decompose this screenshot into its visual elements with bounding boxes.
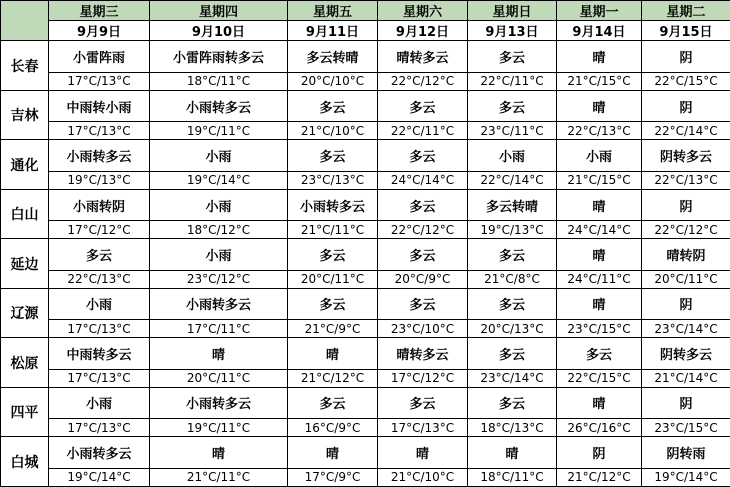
city-weather-row: [1, 41, 730, 72]
weather-condition: 晴: [557, 189, 642, 220]
weather-condition: 阴: [642, 41, 730, 72]
city-weather-row: [1, 288, 730, 319]
temperature-range: 21°C/11°C: [288, 221, 378, 239]
weather-condition: 阴: [642, 189, 730, 220]
city-name: 长春: [1, 41, 49, 90]
temperature-range: 17°C/11°C: [150, 320, 288, 338]
date-header: 9月9日: [49, 21, 150, 41]
weather-condition: 多云: [378, 90, 468, 121]
weather-condition: 多云: [288, 239, 378, 270]
weather-condition: 多云: [468, 338, 557, 369]
weather-condition: 多云: [468, 288, 557, 319]
temperature-range: 17°C/13°C: [49, 72, 150, 90]
weather-condition: 小雨转多云: [150, 90, 288, 121]
weather-condition: 多云: [288, 387, 378, 418]
temperature-range: 22°C/11°C: [468, 72, 557, 90]
date-header: 9月14日: [557, 21, 642, 41]
temperature-range: 22°C/15°C: [557, 369, 642, 387]
weather-condition: 晴: [378, 437, 468, 468]
city-name: 通化: [1, 140, 49, 189]
weather-condition: 阴: [642, 288, 730, 319]
weather-condition: 晴: [557, 90, 642, 121]
temperature-range: 19°C/11°C: [150, 419, 288, 437]
temperature-range: 21°C/12°C: [288, 369, 378, 387]
temperature-range: 22°C/12°C: [378, 72, 468, 90]
temperature-range: 17°C/13°C: [49, 320, 150, 338]
temperature-range: 21°C/8°C: [468, 270, 557, 288]
weather-condition: 小雨: [150, 239, 288, 270]
city-weather-row: [1, 387, 730, 418]
temperature-range: 23°C/13°C: [288, 171, 378, 189]
city-temp-row: [1, 221, 730, 239]
weather-condition: 多云: [378, 189, 468, 220]
city-temp-row: [1, 320, 730, 338]
temperature-range: 23°C/15°C: [642, 419, 730, 437]
temperature-range: 23°C/15°C: [557, 320, 642, 338]
city-name: 松原: [1, 338, 49, 387]
weekday-header: 星期六: [378, 1, 468, 21]
city-temp-row: [1, 72, 730, 90]
temperature-range: 19°C/14°C: [49, 468, 150, 486]
temperature-range: 22°C/11°C: [378, 122, 468, 140]
temperature-range: 18°C/12°C: [150, 221, 288, 239]
weather-condition: 多云: [378, 288, 468, 319]
temperature-range: 22°C/13°C: [642, 171, 730, 189]
temperature-range: 19°C/13°C: [468, 221, 557, 239]
temperature-range: 20°C/9°C: [378, 270, 468, 288]
city-temp-row: [1, 468, 730, 486]
date-header: 9月15日: [642, 21, 730, 41]
city-temp-row: [1, 122, 730, 140]
temperature-range: 20°C/11°C: [288, 270, 378, 288]
city-weather-row: [1, 437, 730, 468]
weather-condition: 多云: [288, 90, 378, 121]
temperature-range: 21°C/11°C: [150, 468, 288, 486]
temperature-range: 22°C/15°C: [642, 72, 730, 90]
temperature-range: 19°C/14°C: [150, 171, 288, 189]
weather-condition: 晴: [288, 338, 378, 369]
weekday-header: 星期一: [557, 1, 642, 21]
date-header: 9月12日: [378, 21, 468, 41]
weather-condition: 阴转多云: [642, 140, 730, 171]
weather-condition: 小雷阵雨: [49, 41, 150, 72]
temperature-range: 21°C/10°C: [288, 122, 378, 140]
weather-condition: 小雨转阴: [49, 189, 150, 220]
weather-condition: 多云: [288, 288, 378, 319]
weather-condition: 小雨转多云: [49, 140, 150, 171]
temperature-range: 21°C/10°C: [378, 468, 468, 486]
weather-condition: 小雨转多云: [150, 288, 288, 319]
weather-condition: 多云: [468, 41, 557, 72]
weather-condition: 阴: [557, 437, 642, 468]
temperature-range: 23°C/10°C: [378, 320, 468, 338]
temperature-range: 24°C/14°C: [557, 221, 642, 239]
weather-condition: 小雨: [49, 387, 150, 418]
temperature-range: 22°C/13°C: [557, 122, 642, 140]
weather-condition: 小雨: [150, 189, 288, 220]
city-name: 延边: [1, 239, 49, 288]
temperature-range: 21°C/14°C: [642, 369, 730, 387]
temperature-range: 17°C/13°C: [378, 419, 468, 437]
weather-condition: 多云转晴: [288, 41, 378, 72]
weather-condition: 晴: [468, 437, 557, 468]
weekday-header: 星期四: [150, 1, 288, 21]
weather-condition: 晴: [557, 387, 642, 418]
forecast-body: [1, 1, 730, 487]
temperature-range: 17°C/13°C: [49, 419, 150, 437]
date-header: 9月10日: [150, 21, 288, 41]
temperature-range: 24°C/11°C: [557, 270, 642, 288]
weekday-header: 星期三: [49, 1, 150, 21]
weather-condition: 阴转多云: [642, 338, 730, 369]
temperature-range: 22°C/14°C: [642, 122, 730, 140]
weekday-header: 星期二: [642, 1, 730, 21]
temperature-range: 18°C/11°C: [468, 468, 557, 486]
weather-condition: 多云: [557, 338, 642, 369]
city-name: 辽源: [1, 288, 49, 337]
temperature-range: 17°C/12°C: [49, 221, 150, 239]
weekday-header: 星期五: [288, 1, 378, 21]
weather-condition: 晴: [150, 437, 288, 468]
weather-condition: 多云: [378, 387, 468, 418]
weather-condition: 中雨转小雨: [49, 90, 150, 121]
date-header: 9月11日: [288, 21, 378, 41]
weather-condition: 多云: [468, 90, 557, 121]
temperature-range: 20°C/10°C: [288, 72, 378, 90]
temperature-range: 18°C/13°C: [468, 419, 557, 437]
city-temp-row: [1, 270, 730, 288]
temperature-range: 23°C/11°C: [468, 122, 557, 140]
weather-condition: 晴转多云: [378, 338, 468, 369]
weather-condition: 小雨转多云: [49, 437, 150, 468]
weather-condition: 小雨: [557, 140, 642, 171]
weather-condition: 多云: [468, 387, 557, 418]
temperature-range: 21°C/12°C: [557, 468, 642, 486]
temperature-range: 17°C/12°C: [378, 369, 468, 387]
date-header: 9月13日: [468, 21, 557, 41]
weather-condition: 中雨转多云: [49, 338, 150, 369]
temperature-range: 22°C/12°C: [378, 221, 468, 239]
city-name: 吉林: [1, 90, 49, 139]
weather-condition: 晴: [557, 288, 642, 319]
weather-condition: 阴: [642, 387, 730, 418]
weather-condition: 晴转多云: [378, 41, 468, 72]
weather-condition: 小雨: [49, 288, 150, 319]
city-name: 四平: [1, 387, 49, 436]
temperature-range: 24°C/14°C: [378, 171, 468, 189]
city-weather-row: [1, 189, 730, 220]
weather-condition: 晴: [288, 437, 378, 468]
weather-condition: 晴: [557, 239, 642, 270]
temperature-range: 18°C/11°C: [150, 72, 288, 90]
weather-condition: 多云: [468, 239, 557, 270]
temperature-range: 23°C/12°C: [150, 270, 288, 288]
temperature-range: 21°C/15°C: [557, 171, 642, 189]
weather-condition: 多云转晴: [468, 189, 557, 220]
weather-condition: 晴: [557, 41, 642, 72]
temperature-range: 19°C/13°C: [49, 171, 150, 189]
temperature-range: 23°C/14°C: [468, 369, 557, 387]
temperature-range: 22°C/14°C: [468, 171, 557, 189]
weekday-header: 星期日: [468, 1, 557, 21]
city-name: 白山: [1, 189, 49, 238]
weather-condition: 晴转阴: [642, 239, 730, 270]
weather-condition: 小雨: [150, 140, 288, 171]
temperature-range: 17°C/9°C: [288, 468, 378, 486]
city-name: 白城: [1, 437, 49, 487]
weekday-header-row: [1, 1, 730, 21]
city-weather-row: [1, 90, 730, 121]
temperature-range: 21°C/15°C: [557, 72, 642, 90]
weather-condition: 小雨转多云: [288, 189, 378, 220]
weather-condition: 阴: [642, 90, 730, 121]
city-temp-row: [1, 369, 730, 387]
corner-cell: [1, 1, 49, 41]
city-temp-row: [1, 419, 730, 437]
weather-condition: 多云: [49, 239, 150, 270]
city-weather-row: [1, 140, 730, 171]
city-temp-row: [1, 171, 730, 189]
weather-condition: 多云: [378, 140, 468, 171]
temperature-range: 22°C/12°C: [642, 221, 730, 239]
temperature-range: 20°C/11°C: [642, 270, 730, 288]
weather-condition: 小雷阵雨转多云: [150, 41, 288, 72]
temperature-range: 23°C/14°C: [642, 320, 730, 338]
city-weather-row: [1, 338, 730, 369]
weather-condition: 多云: [288, 140, 378, 171]
weather-condition: 小雨: [468, 140, 557, 171]
weather-condition: 小雨转多云: [150, 387, 288, 418]
temperature-range: 16°C/9°C: [288, 419, 378, 437]
date-header-row: [1, 21, 730, 41]
temperature-range: 26°C/16°C: [557, 419, 642, 437]
temperature-range: 17°C/13°C: [49, 122, 150, 140]
temperature-range: 20°C/13°C: [468, 320, 557, 338]
weather-condition: 阴转雨: [642, 437, 730, 468]
temperature-range: 22°C/13°C: [49, 270, 150, 288]
temperature-range: 21°C/9°C: [288, 320, 378, 338]
temperature-range: 20°C/11°C: [150, 369, 288, 387]
city-weather-row: [1, 239, 730, 270]
temperature-range: 17°C/13°C: [49, 369, 150, 387]
weather-condition: 多云: [378, 239, 468, 270]
weather-condition: 晴: [150, 338, 288, 369]
temperature-range: 19°C/14°C: [642, 468, 730, 486]
temperature-range: 19°C/11°C: [150, 122, 288, 140]
